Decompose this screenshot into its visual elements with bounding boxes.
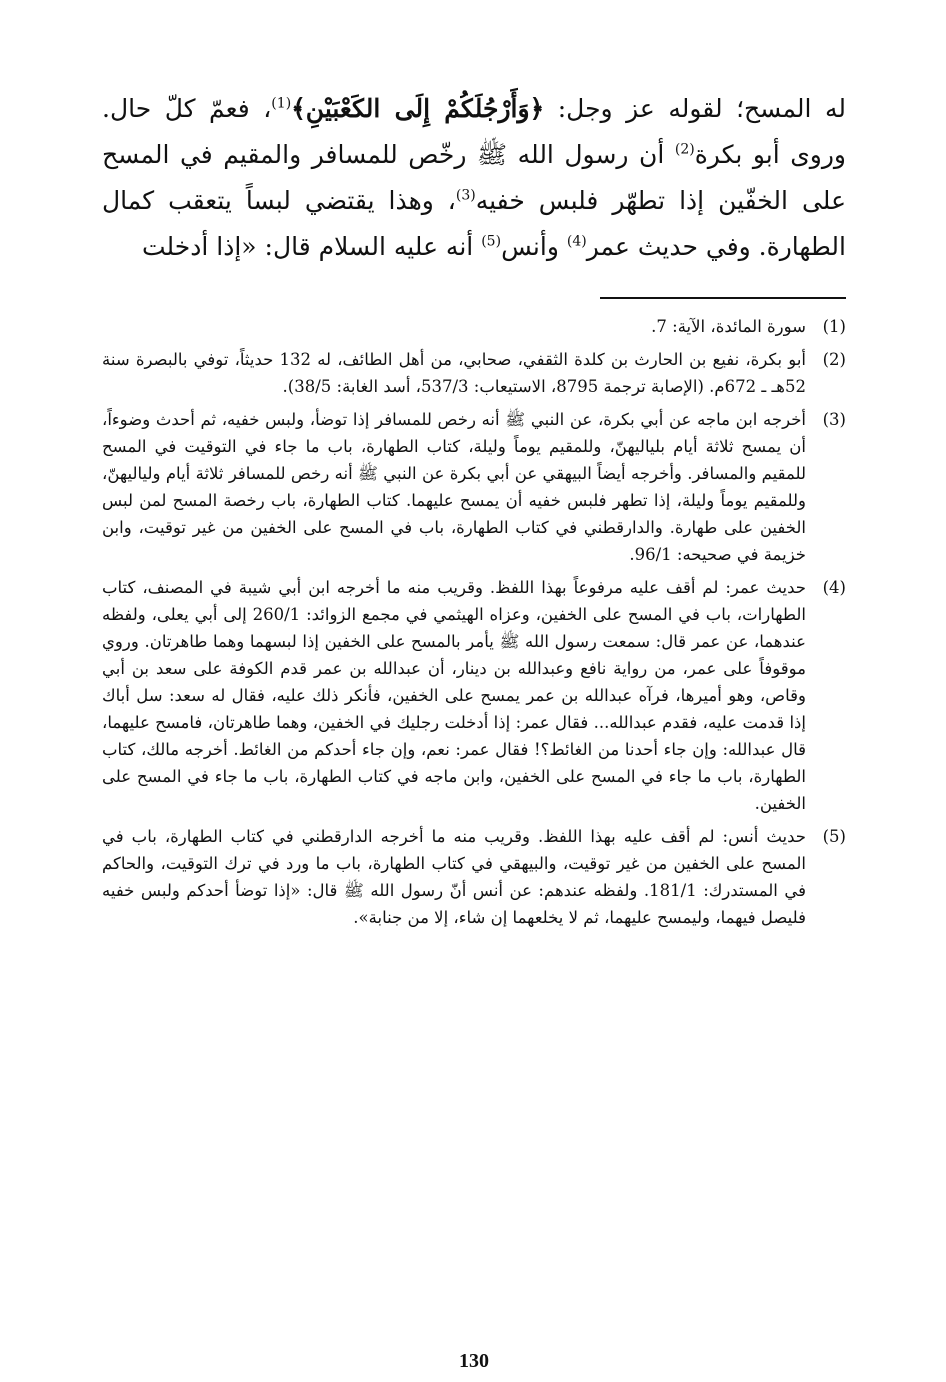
footnote-number: (1) <box>822 317 846 336</box>
footnote-item <box>102 823 846 931</box>
footnote-number: (5) <box>822 827 846 846</box>
main-text-part2: ، فعمّ كلّ حال. وروى أبو بكرة <box>102 94 846 169</box>
footnote-number: (2) <box>822 350 846 369</box>
footnote-text: حديث عمر: لم أقف عليه مرفوعاً بهذا اللفظ. وقريب منه ما أخرجه ابن أبي شيبة في المصنف، كتاب الطهارات، باب في المسح على الخفين، وعزاه الهيثمي في مجمع الزوائد: 260/1 إلى أبي يعلى، ولفظه عندهما، عن عمر قال: سمعت رسول الله ﷺ يأمر بالمسح على الخفين إذا لبسهما وهما طاهرتان. وروي موقوفاً على عمر، من رواية نافع وعبدالله بن دينار، أن عبدالله بن عمر قدم الكوفة على سعد بن أبي وقاص، وهو أميرها، فرآه عبدالله بن عمر يمسح على الخفين، فأنكر ذلك عليه، فقال له سعد: سل أباك إذا قدمت عليه، فقدم عبدالله... فقال عمر: إذا أدخلت رجليك في الخفين، وهما طاهرتان، فامسح عليهما، قال عبدالله: وإن جاء أحدنا من الغائط؟! فقال عمر: نعم، وإن جاء أحدكم من الغائط. أخرجه مالك، كتاب الطهارة، باب ما جاء في المسح على الخفين، وابن ماجه في كتاب الطهارة، باب ما جاء في المسح على الخفين. <box>102 578 806 813</box>
footnote-number: (3) <box>822 410 846 429</box>
main-text <box>102 86 846 270</box>
footnote-ref-4[interactable]: (4) <box>566 233 587 250</box>
main-text-part5: وأنس <box>501 232 567 261</box>
footnote-number: (4) <box>822 578 846 597</box>
main-text-part1: له المسح؛ لقوله عز وجل: <box>544 94 847 123</box>
main-text-part6: أنه عليه السلام قال: «إذا أدخلت <box>141 232 482 261</box>
main-text-part4: ، وهذا يقتضي لبساً يتعقب كمال الطهارة. وفي حديث عمر <box>102 186 846 261</box>
book-page <box>102 86 847 1372</box>
footnote-item <box>102 313 846 340</box>
footnote-item <box>102 574 846 817</box>
footnotes <box>102 313 846 931</box>
footnote-ref-3[interactable]: (3) <box>455 187 476 204</box>
footnote-text: أخرجه ابن ماجه عن أبي بكرة، عن النبي ﷺ أنه رخص للمسافر إذا توضأ، ولبس خفيه، ثم أحدث وضوءاً، أن يمسح ثلاثة أيام بلياليهنّ، وللمقيم يوماً وليلة، كتاب الطهارة، باب ما جاء في التوقيت في المسح للمقيم والمسافر. وأخرجه أيضاً البيهقي عن أبي بكرة عن النبي ﷺ أنه رخص للمسافر ثلاثة أيام ولياليهنّ، وللمقيم يوماً وليلة، إذا تطهر فلبس خفيه أن يمسح عليهما. كتاب الطهارة، باب رخصة المسح لمن لبس الخفين على طهارة. والدارقطني في كتاب الطهارة، باب في المسح على الخفين من غير توقيت، وابن خزيمة في صحيحه: 96/1. <box>102 410 806 564</box>
footnote-ref-2[interactable]: (2) <box>674 141 695 158</box>
footnote-text: سورة المائدة، الآية: 7. <box>651 317 806 336</box>
footnote-separator <box>600 297 846 299</box>
quran-verse: ﴿وَأَرْجُلَكُمْ إِلَى الكَعْبَيْنِ﴾ <box>291 94 545 123</box>
page-number: 130 <box>459 1350 489 1372</box>
footnote-item <box>102 346 846 400</box>
footnote-item <box>102 406 846 568</box>
footnote-text: حديث أنس: لم أقف عليه بهذا اللفظ. وقريب منه ما أخرجه الدارقطني في كتاب الطهارة، باب في المسح على الخفين من غير توقيت، والبيهقي في كتاب الطهارة، باب ما ورد في ترك التوقيت، والحاكم في المستدرك: 181/1. ولفظه عندهم: عن أنس أنّ رسول الله ﷺ قال: «إذا توضأ أحدكم ولبس خفيه فليصل فيهما، وليمسح عليهما، ثم لا يخلعهما إن شاء، إلا من جنابة». <box>102 827 806 927</box>
main-text-part3: أن رسول الله ﷺ رخّص للمسافر والمقيم في المسح على الخفّين إذا تطهّر فلبس خفيه <box>102 140 846 215</box>
footnote-text: أبو بكرة، نفيع بن الحارث بن كلدة الثقفي، صحابي، من أهل الطائف، له 132 حديثاً، توفي بالبصرة سنة 52هـ ـ 672م. (الإصابة ترجمة 8795، الاستيعاب: 537/3، أسد الغابة: 38/5). <box>102 350 806 396</box>
footnote-ref-5[interactable]: (5) <box>481 233 502 250</box>
footnote-ref-1[interactable]: (1) <box>271 95 292 112</box>
